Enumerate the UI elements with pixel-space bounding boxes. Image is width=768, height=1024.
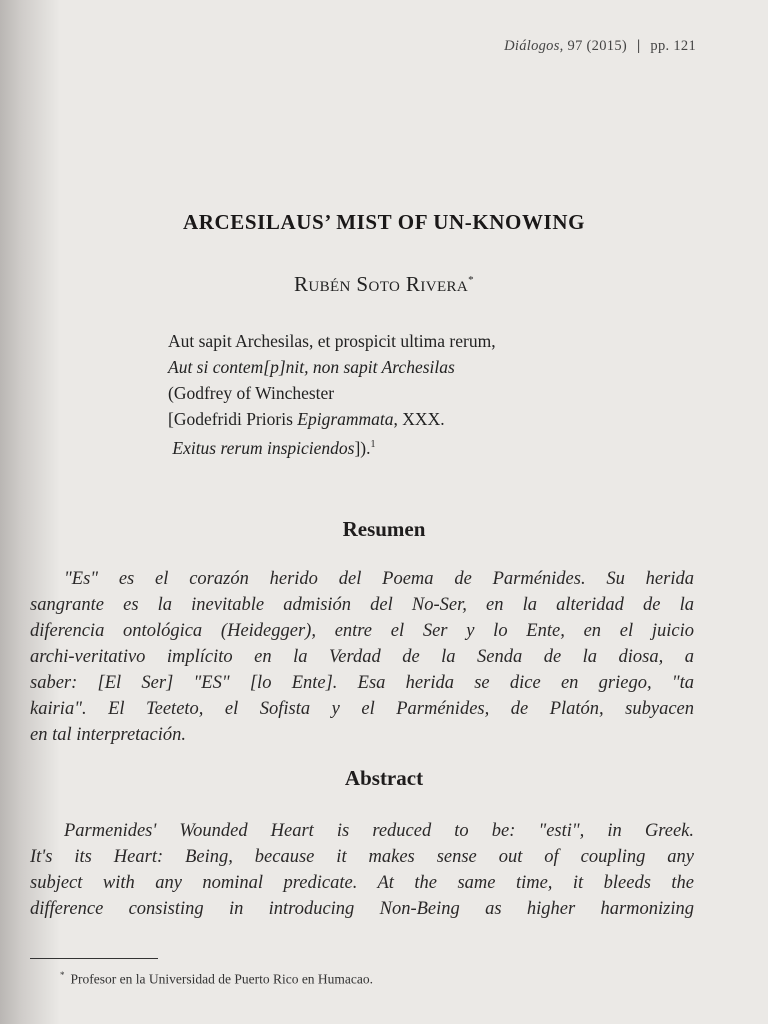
running-header <box>504 38 696 55</box>
volume-year: 97 (2015) <box>567 38 628 54</box>
epigraph-line-2: Aut si contem[p]nit, non sapit Archesilas <box>168 357 455 377</box>
resumen-heading: Resumen <box>342 517 426 541</box>
resumen-line: diferencia ontológica (Heidegger), entre el Ser y lo Ente, en el juicio <box>30 621 694 641</box>
author-line <box>0 272 768 297</box>
abstract-line: difference consisting in introducing Non-Being as higher harmonizing <box>30 899 694 919</box>
resumen-line: archi-veritativo implícito en la Verdad de la Senda de la diosa, a <box>30 647 694 667</box>
resumen-line: sangrante es la inevitable admisión del No-Ser, en la alteridad de la <box>30 595 694 615</box>
epigraph-line-4-prefix: [Godefridi Prioris <box>168 409 298 429</box>
epigraph-line-4 <box>168 406 648 432</box>
author-name: Rubén Soto Rivera <box>293 272 469 296</box>
abstract-line: Parmenides' Wounded Heart is reduced to be: "esti", in Greek. <box>64 821 694 841</box>
header-separator: | <box>636 38 641 54</box>
footnote-mark: * <box>60 970 65 980</box>
footnote-rule <box>30 958 158 959</box>
page-range: pp. 121 <box>650 38 696 54</box>
resumen-paragraph <box>30 566 694 748</box>
epigraph-line-4-italic: Epigrammata <box>297 409 394 429</box>
epigraph-line-3: (Godfrey of Winchester <box>168 383 335 403</box>
resumen-line: "Es" es el corazón herido del Poema de Parménides. Su herida <box>64 569 694 589</box>
epigraph-line-4-suffix: , XXX. <box>393 409 445 429</box>
abstract-line: It's its Heart: Being, because it makes sense out of coupling any <box>30 847 694 867</box>
abstract-paragraph <box>30 818 694 922</box>
epigraph <box>168 328 648 461</box>
resumen-line: saber: [El Ser] "ES" [lo Ente]. Esa herida se dice en griego, "ta <box>30 673 694 693</box>
epigraph-line-5-suffix: ]). <box>354 437 371 458</box>
epigraph-footnote-mark: 1 <box>370 439 376 450</box>
abstract-line: subject with any nominal predicate. At the same time, it bleeds the <box>30 873 694 893</box>
journal-name: Diálogos, <box>504 38 564 54</box>
epigraph-line-1: Aut sapit Archesilas, et prospicit ultima rerum, <box>168 331 496 351</box>
epigraph-line-5-italic: Exitus rerum inspiciendos <box>172 437 355 458</box>
epigraph-line-5 <box>168 432 648 461</box>
author-footnote-mark: * <box>468 274 475 286</box>
footnote-text: Profesor en la Universidad de Puerto Rico en Humacao. <box>70 971 374 987</box>
resumen-line: kairia". El Teeteto, el Sofista y el Parménides, de Platón, subyacen <box>30 699 694 719</box>
article-title: ARCESILAUS’ MIST OF UN-KNOWING <box>182 210 586 234</box>
resumen-line: en tal interpretación. <box>30 725 187 745</box>
footnote <box>60 970 373 988</box>
abstract-heading: Abstract <box>344 766 424 790</box>
